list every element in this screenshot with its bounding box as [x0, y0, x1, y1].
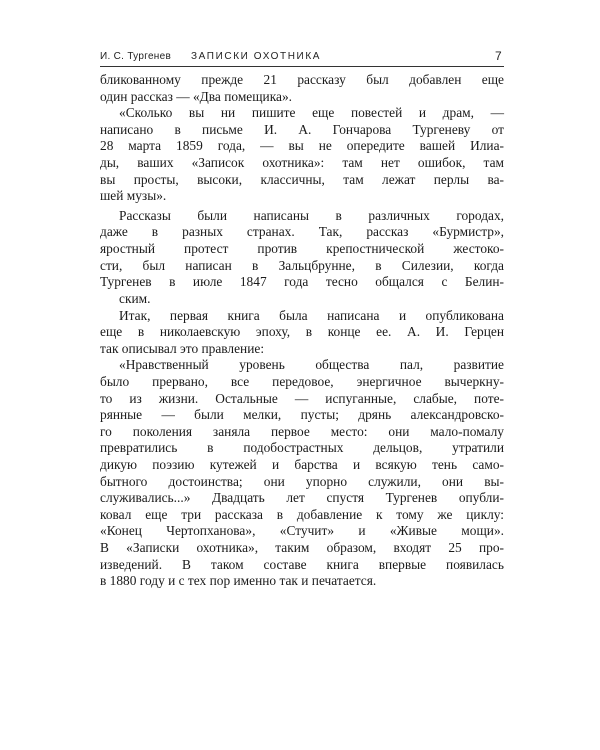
text-line: ды, ваших «Записок охотника»: там нет ошибок, там [100, 155, 504, 171]
paragraph [100, 72, 504, 105]
text-line: яростный протест против крепостнической жестоко- [100, 241, 504, 257]
running-head-rule [100, 66, 504, 67]
text-line: «Конец Чертопханова», «Стучит» и «Живые мощи». [100, 523, 504, 539]
text-line: один рассказ — «Два помещика». [100, 88, 293, 104]
text-line: ковал еще три рассказа в добавление к тому же циклу: [100, 506, 504, 522]
text-line: вы просты, высоки, классичны, там лежат перлы ва- [100, 171, 504, 187]
text-line: в 1880 году и с тех пор именно так и печатается. [100, 573, 377, 589]
text-line: Итак, первая книга была написана и опубликована [119, 307, 504, 323]
text-line: 28 марта 1859 года, — вы не опередите вашей Илиа- [100, 138, 504, 154]
text-line: го поколения заняла первое место: они мало-помалу [100, 423, 504, 439]
text-line: «Сколько вы ни пишите еще повестей и драм, — [119, 105, 504, 121]
text-line: изведений. В таком составе книга впервые появилась [100, 556, 504, 572]
text-line: даже в разных странах. Так, рассказ «Бурмистр», [100, 224, 504, 240]
text-line: В «Записки охотника», таким образом, входят 25 про- [100, 540, 504, 556]
page-number: 7 [495, 49, 502, 63]
text-line: еще в николаевскую эпоху, в конце ее. А. И. Герцен [100, 324, 504, 340]
text-line: рянные — были мелки, пусты; дрянь александровско- [100, 407, 504, 423]
text-line: то из жизни. Остальные — испуганные, слабые, поте- [100, 390, 504, 406]
paragraph [100, 105, 504, 205]
text-line: дикую поэзию кутежей и барства и всякую тень само- [100, 457, 504, 473]
running-head [100, 49, 504, 65]
text-line: бытного достоинства; они упорно служили, они вы- [100, 473, 504, 489]
body-text [100, 72, 504, 590]
running-head-title: ЗАПИСКИ ОХОТНИКА [191, 51, 322, 62]
text-line: служивались...» Двадцать лет спустя Тургенев опубли- [100, 490, 504, 506]
text-line: Рассказы были написаны в различных городах, [119, 207, 504, 223]
text-line: бликованному прежде 21 рассказу был добавлен еще [100, 72, 504, 87]
text-line: так описывал это правление: [100, 340, 265, 356]
paragraph [100, 308, 504, 358]
text-line: превратились в подобострастных дельцов, утратили [100, 440, 504, 456]
text-line: было прервано, все передовое, энергичное вычеркну- [100, 373, 504, 389]
paragraph [100, 208, 504, 308]
text-line: шей музы». [100, 188, 167, 204]
text-line: сти, был написан в Зальцбрунне, в Силезии, когда [100, 257, 504, 273]
text-line: Тургенев в июле 1847 года тесно общался с Белин- [100, 274, 504, 290]
text-line: «Нравственный уровень общества пал, развитие [119, 357, 504, 373]
running-head-author: И. С. Тургенев [100, 51, 172, 62]
text-line: ским. [119, 290, 151, 306]
text-line: написано в письме И. А. Гончарова Тургеневу от [100, 121, 504, 137]
paragraph [100, 357, 504, 590]
